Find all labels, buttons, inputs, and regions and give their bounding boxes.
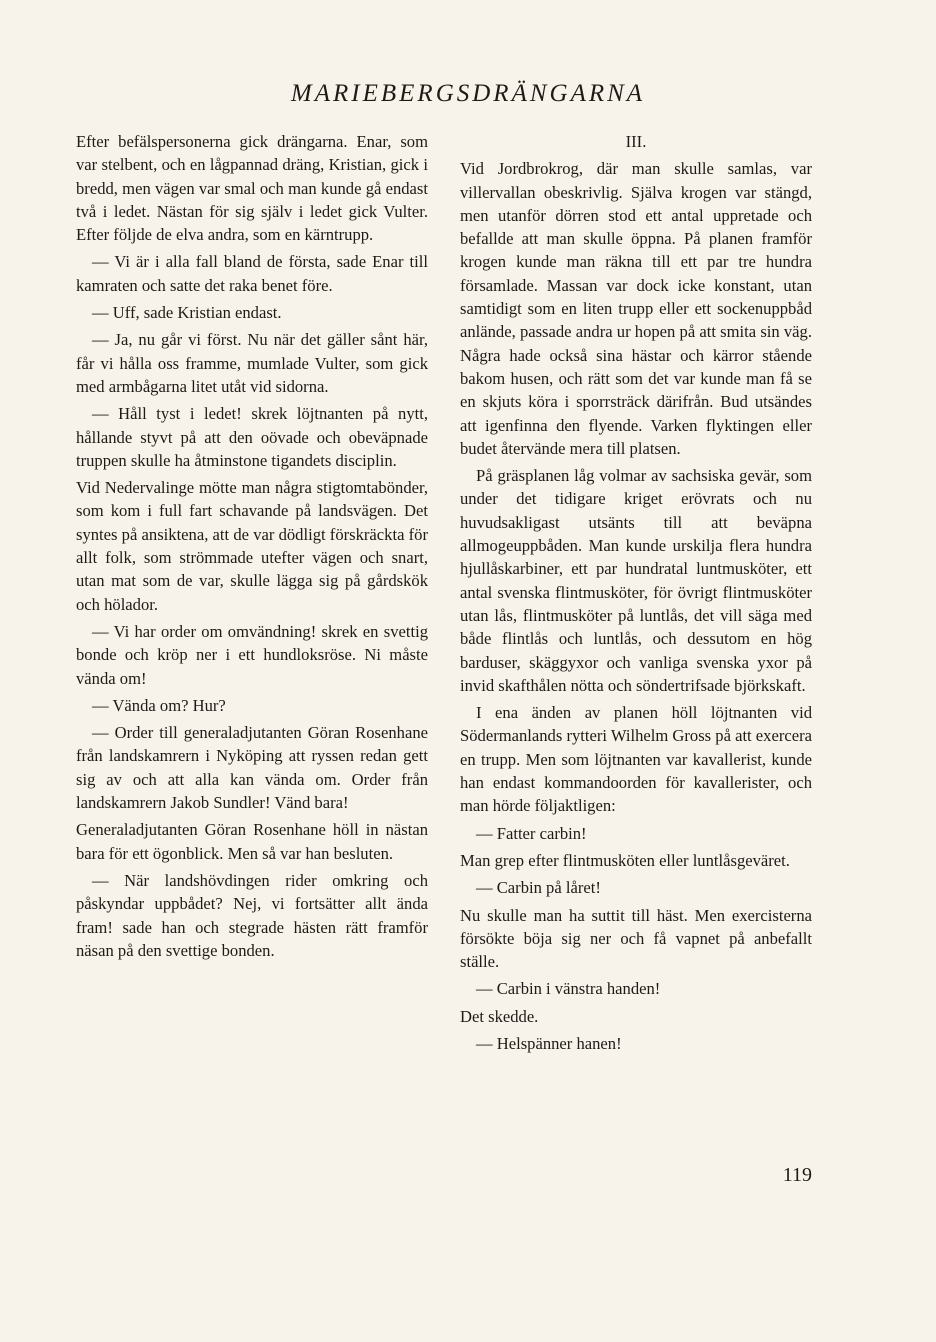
- paragraph: — Carbin på låret!: [476, 878, 601, 898]
- paragraph: — Fatter carbin!: [476, 823, 587, 843]
- paragraph: — Uff, sade Kristian endast.: [92, 303, 282, 323]
- paragraph: Vid Nedervalinge mötte man några stigtomtabönder, som kom i full fart schavande på landsvägen. Det syntes på ansiktena, att de var dödligt förskräckta för allt folk, som strömmade utefter vägen och snart, utan mat som de var, skulle lägga sig på gårdskök och hölador.: [76, 478, 428, 614]
- running-title: MARIEBERGSDRÄNGARNA: [290, 80, 646, 107]
- paragraph: I ena änden av planen höll löjtnanten vid Södermanlands rytteri Wilhelm Gross på att exercera en trupp. Men som löjtnanten var kavallerist, kunde han endast kommandoorden för kavallerister, och man hörde följaktligen:: [460, 703, 812, 816]
- paragraph: Nu skulle man ha suttit till häst. Men exercisterna försökte böja sig ner och få vapnet på anbefallt ställe.: [460, 905, 812, 972]
- paragraph: — Carbin i vänstra handen!: [476, 979, 661, 999]
- paragraph: — Order till generaladjutanten Göran Rosenhane från landskamrern i Nyköping att ryssen redan gett sig av och att alla kan vända om. Order från landskamrern Jakob Sundler! Vänd bara!: [76, 723, 428, 813]
- page-number: 119: [782, 1164, 812, 1186]
- paragraph: — Vi är i alla fall bland de första, sade Enar till kamraten och satte det raka benet före.: [76, 252, 428, 295]
- left-text-column: [76, 130, 428, 966]
- paragraph: På gräsplanen låg volmar av sachsiska gevär, som under det tidigare kriget erövrats och nu huvudsakligast utsänts till att beväpna allmogeuppbåden. Man kunde urskilja flera hundra hjullåskarbiner, ett par hundratal luntmusköter, ett antal svenska flintmusköter, för övrigt flintmusköter utan lås, flintmusköter på luntlås, det vill säga med både flintlås och luntlås, och dessutom en hög barduser, skäggyxor och vanliga svenska yxor på invid skafthålen nötta och söndertrifsade björkskaft.: [460, 466, 812, 695]
- paragraph: — Helspänner hanen!: [476, 1033, 622, 1053]
- chapter-number: III.: [625, 132, 647, 151]
- right-text-column: [460, 130, 812, 1059]
- paragraph: Det skedde.: [460, 1006, 539, 1026]
- paragraph: Vid Jordbrokrog, där man skulle samlas, var villervallan obeskrivlig. Själva krogen var stängd, men utanför dörren stod ett antal uppretade och befallde att man skulle öppna. På planen framför krogen kunde man räkna till ett par tre hundra församlade. Massan var dock icke konstant, utan samtidigt som en liten trupp eller ett sockenuppbåd anlände, passade andra ur hopen på att smita sin väg. Några hade också sina hästar och kärror stående bakom husen, och rätt som det var kunde man få se en skjuts köra i sporrsträck därifrån. Bud utsändes att igenfinna den flyende. Varken flyktingen eller budet återvände mera till platsen.: [460, 159, 812, 458]
- paragraph: — Håll tyst i ledet! skrek löjtnanten på nytt, hållande styvt på att den oövade och obeväpnade truppen skulle ha åtminstone tigandets disciplin.: [76, 404, 428, 470]
- paragraph: Efter befälspersonerna gick drängarna. Enar, som var stelbent, och en lågpannad dräng, Kristian, gick i bredd, men vägen var smal och man kunde gå endast två i ledet. Nästan för sig själv i ledet gick Vulter. Efter följde de elva andra, som en kärntrupp.: [76, 132, 428, 245]
- paragraph: Man grep efter flintmusköten eller luntlåsgeväret.: [460, 850, 790, 870]
- paragraph: — När landshövdingen rider omkring och påskyndar uppbådet? Nej, vi fortsätter allt ända fram! sade han och stegrade hästen rätt framför näsan på den svettige bonden.: [76, 870, 428, 960]
- paragraph: Generaladjutanten Göran Rosenhane höll in nästan bara för ett ögonblick. Men så var han besluten.: [76, 820, 428, 863]
- paragraph: — Ja, nu går vi först. Nu när det gäller sånt här, får vi hålla oss framme, mumlade Vulter, som gick med armbågarna litet utåt vid sidorna.: [76, 330, 428, 396]
- paragraph: — Vända om? Hur?: [92, 695, 226, 715]
- paragraph: — Vi har order om omvändning! skrek en svettig bonde och kröp ner i ett hundloksröse. Ni måste vända om!: [76, 621, 428, 688]
